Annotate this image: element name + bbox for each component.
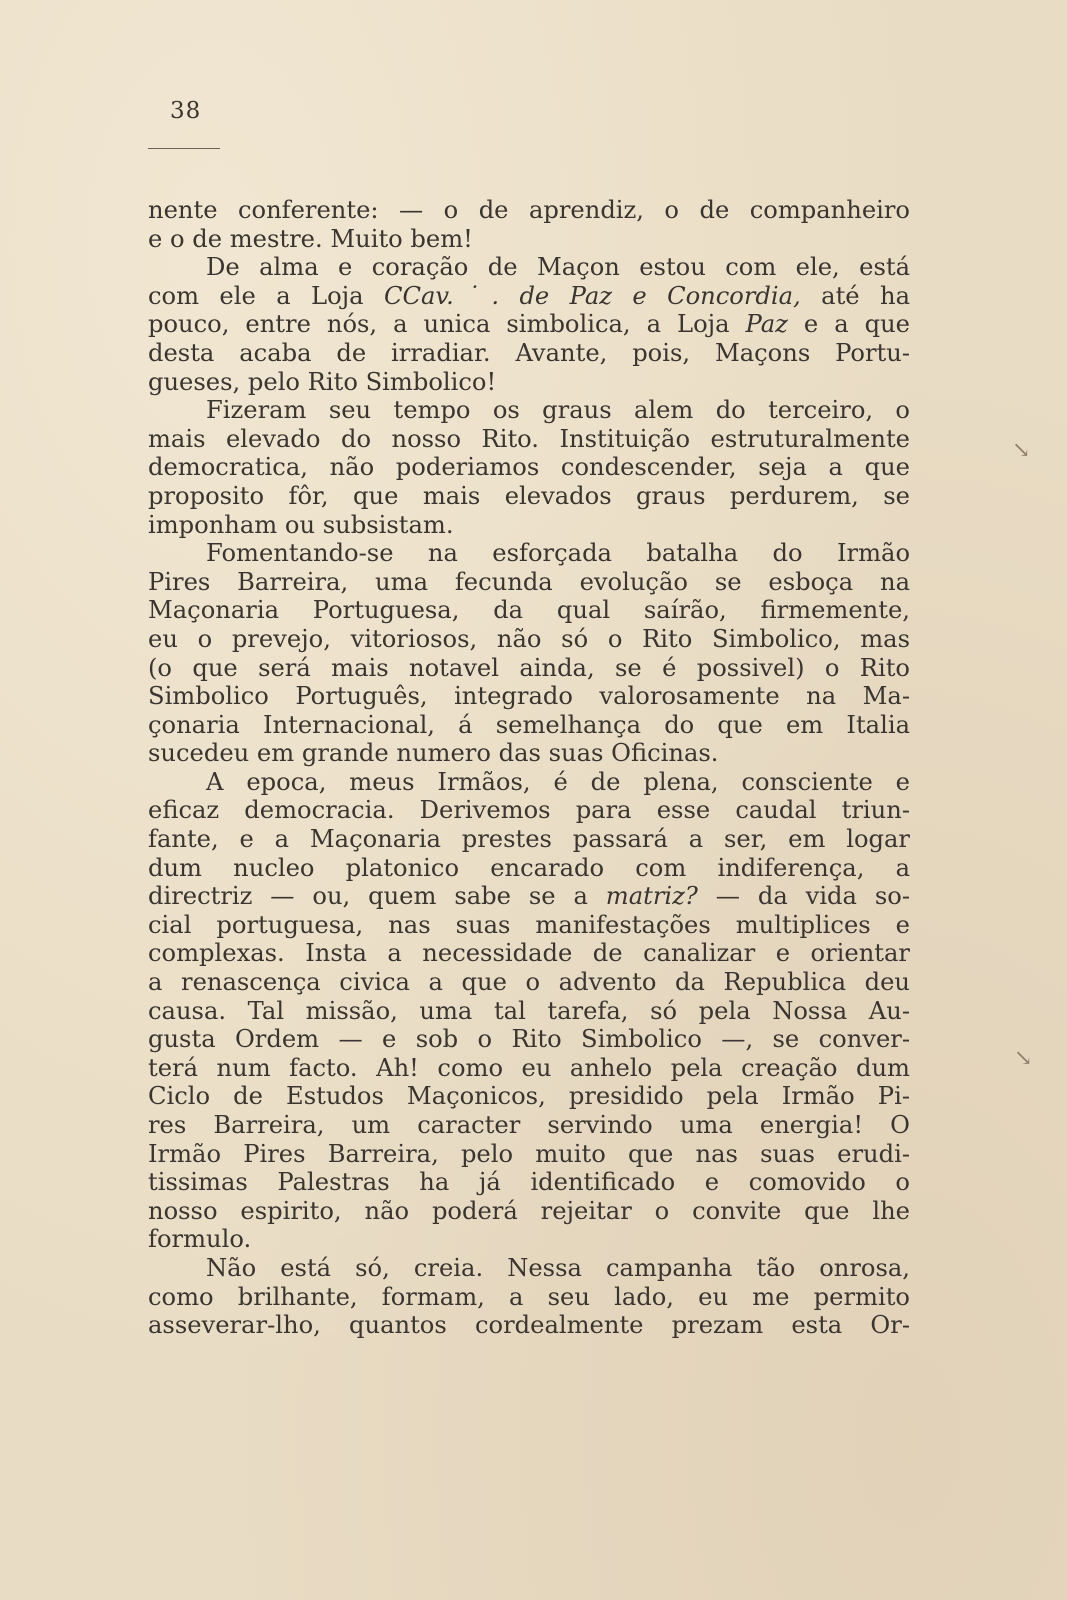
text-line: gusta Ordem — e sob o Rito Simbolico —, se conver- [148,1025,910,1054]
text-line: a renascença civica a que o advento da Republica deu [148,968,910,997]
text-line: tissimas Palestras ha já identificado e comovido o [148,1168,910,1197]
italic-text: Paz [745,310,788,339]
italic-text: matriz? [605,882,698,911]
margin-ink-mark: ↘ [1014,1046,1033,1071]
text-line: nente conferente: — o de aprendiz, o de companheiro [148,196,910,224]
text-line: res Barreira, um caracter servindo uma energia! O [148,1111,910,1139]
text-line: cial portuguesa, nas suas manifestações multiplices e [148,910,910,939]
header-rule [148,148,220,149]
text-segment: pouco, entre nós, a unica simbolica, a Loja [148,310,746,339]
text-line: complexas. Insta a necessidade de canalizar e orientar [148,939,910,968]
text-line: Pires Barreira, uma fecunda evolução se esboça na [148,567,910,596]
text-line: De alma e coração de Maçon estou com ele, está [206,253,910,282]
text-line: como brilhante, formam, a seu lado, eu me permito [148,1282,910,1311]
text-line: Simbolico Português, integrado valorosamente na Ma- [148,682,910,711]
text-line: Ciclo de Estudos Maçonicos, presidido pela Irmão Pi- [148,1082,910,1111]
text-line: Maçonaria Portuguesa, da qual saírão, firmemente, [148,596,910,625]
text-line: causa. Tal missão, uma tal tarefa, só pela Nossa Au- [148,996,910,1025]
text-line: desta acaba de irradiar. Avante, pois, Maçons Portu- [148,338,910,367]
text-line: gueses, pelo Rito Simbolico! [148,367,497,396]
text-line: çonaria Internacional, á semelhança do que em Italia [148,710,910,739]
text-line [148,882,910,911]
margin-ink-mark: ↘ [1012,438,1031,463]
text-line: mais elevado do nosso Rito. Instituição estruturalmente [148,424,910,453]
text-line [148,282,910,311]
body-text [148,196,910,1340]
text-line: (o que será mais notavel ainda, se é possivel) o Rito [148,653,910,682]
text-line: Fomentando-se na esforçada batalha do Irmão [206,539,910,568]
text-segment: com ele a Loja [148,281,384,310]
text-line: eficaz democracia. Derivemos para esse caudal triun- [148,796,910,825]
text-line: Fizeram seu tempo os graus alem do terceiro, o [206,396,910,425]
page-number: 38 [170,98,202,124]
text-line: dum nucleo platonico encarado com indiferença, a [148,853,910,882]
text-line: imponham ou subsistam. [148,510,454,539]
italic-text: CCav.˙. de Paz e Concordia, [383,281,801,310]
text-line: asseverar-lho, quantos cordealmente prezam esta Or- [148,1311,910,1340]
text-line: eu o prevejo, vitoriosos, não só o Rito Simbolico, mas [148,624,910,653]
text-segment: e a que [787,310,910,339]
text-line: terá num facto. Ah! como eu anhelo pela creação dum [148,1053,910,1082]
text-line: nosso espirito, não poderá rejeitar o convite que lhe [148,1196,910,1225]
text-line: fante, e a Maçonaria prestes passará a ser, em logar [148,825,910,854]
text-line: Não está só, creia. Nessa campanha tão onrosa, [206,1253,910,1282]
text-segment: directriz — ou, quem sabe se a [148,882,606,911]
text-segment: até ha [800,281,910,310]
text-line: formulo. [148,1225,252,1254]
text-segment: — da vida so- [697,882,911,911]
text-line: Irmão Pires Barreira, pelo muito que nas suas erudi- [148,1139,910,1168]
text-line: A epoca, meus Irmãos, é de plena, consciente e [206,767,910,796]
text-line: e o de mestre. Muito bem! [148,224,473,253]
text-line [148,310,910,339]
text-line: democratica, não poderiamos condescender, seja a que [148,453,910,482]
text-line: proposito fôr, que mais elevados graus perdurem, se [148,481,910,510]
text-line: sucedeu em grande numero das suas Oficinas. [148,739,719,768]
